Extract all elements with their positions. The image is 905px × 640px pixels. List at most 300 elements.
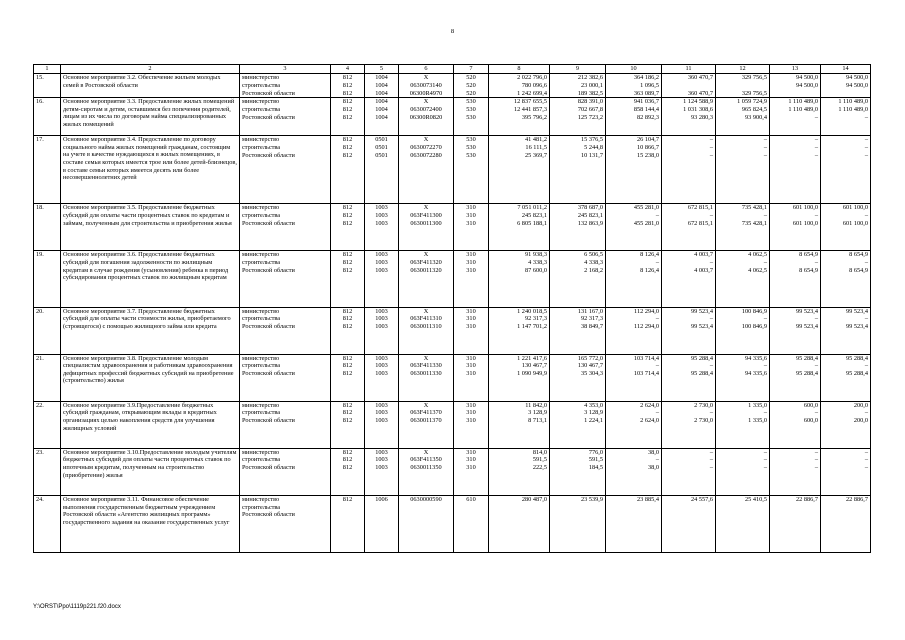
amount-cell: 3 128,9 xyxy=(550,409,606,417)
measure-description: Основное мероприятие 3.6. Предоставление бюджетных субсидий для погашения задолженности по жилищным кредитам в случае рождения (усыновления) ребенка в период субсидирования процентных ставок по жилищным кредитам xyxy=(61,251,240,307)
code-cell: 1003 xyxy=(365,417,399,448)
amount-cell: 92 317,3 xyxy=(489,315,550,323)
amount-cell: – xyxy=(770,259,821,267)
code-cell: 063F411350 xyxy=(399,456,454,464)
amount-cell: – xyxy=(821,259,871,267)
amount-cell: 103 714,4 xyxy=(606,370,662,401)
amount-cell: 601 100,0 xyxy=(770,204,821,212)
amount-cell: 245 823,1 xyxy=(550,212,606,220)
amount-cell: 91 938,3 xyxy=(489,251,550,259)
amount-cell: 112 294,0 xyxy=(606,307,662,315)
code-cell: 0501 xyxy=(365,144,399,152)
table-row xyxy=(34,136,871,144)
amount-cell: 2 730,0 xyxy=(662,417,716,448)
code-cell: 310 xyxy=(454,448,489,456)
amount-cell: 94 335,6 xyxy=(716,354,770,362)
amount-cell: 1 110 489,0 xyxy=(821,106,871,114)
executor-cell: Ростовской области xyxy=(240,90,331,98)
amount-cell: 2 022 796,0 xyxy=(489,74,550,82)
amount-cell: 99 523,4 xyxy=(821,307,871,315)
code-cell: 812 xyxy=(331,464,365,495)
amount-cell: – xyxy=(770,362,821,370)
amount-cell: 1 335,0 xyxy=(716,401,770,409)
header-cell: 7 xyxy=(454,65,489,74)
header-cell: 10 xyxy=(606,65,662,74)
amount-cell: 455 281,0 xyxy=(606,204,662,212)
amount-cell: 95 288,4 xyxy=(662,370,716,401)
amount-cell: 1 240 018,5 xyxy=(489,307,550,315)
amount-cell: 7 051 011,2 xyxy=(489,204,550,212)
code-cell: 812 xyxy=(331,315,365,323)
amount-cell: 95 288,4 xyxy=(821,354,871,362)
executor-cell: министерство xyxy=(240,136,331,144)
amount-cell: 1 147 701,2 xyxy=(489,323,550,354)
amount-cell: 23 885,4 xyxy=(606,495,662,552)
amount-cell: – xyxy=(662,456,716,464)
amount-cell: – xyxy=(821,315,871,323)
amount-cell: 8 126,4 xyxy=(606,267,662,307)
amount-cell: 3 128,9 xyxy=(489,409,550,417)
amount-cell: 99 523,4 xyxy=(770,307,821,315)
table-row xyxy=(34,98,871,106)
executor-cell: министерство xyxy=(240,307,331,315)
amount-cell: 780 096,6 xyxy=(489,82,550,90)
code-cell: 812 xyxy=(331,82,365,90)
code-cell: 530 xyxy=(454,114,489,136)
amount-cell: – xyxy=(606,315,662,323)
amount-cell: 16 111,5 xyxy=(489,144,550,152)
amount-cell: 100 846,9 xyxy=(716,307,770,315)
amount-cell: 965 824,5 xyxy=(716,106,770,114)
code-cell: 812 xyxy=(331,307,365,315)
amount-cell: – xyxy=(716,259,770,267)
amount-cell: – xyxy=(662,152,716,204)
code-cell: 0630072280 xyxy=(399,152,454,204)
amount-cell: 38,0 xyxy=(606,448,662,456)
amount-cell: – xyxy=(716,464,770,495)
code-cell: 812 xyxy=(331,212,365,220)
code-cell: 310 xyxy=(454,354,489,362)
amount-cell: 24 557,6 xyxy=(662,495,716,552)
code-cell: 310 xyxy=(454,315,489,323)
row-number: 18. xyxy=(34,204,61,251)
amount-cell: 35 304,3 xyxy=(550,370,606,401)
amount-cell: 82 892,3 xyxy=(606,114,662,136)
measure-description: Основное мероприятие 3.8. Предоставление молодым специалистам здравоохранения и работникам здравоохранения дефицитных профессий бюджетных субсидий на приобретение (строительство) жилья xyxy=(61,354,240,401)
amount-cell: 2 730,0 xyxy=(662,401,716,409)
executor-cell: министерство xyxy=(240,401,331,409)
amount-cell: 95 288,4 xyxy=(770,354,821,362)
measure-description: Основное мероприятие 3.5. Предоставление бюджетных субсидий для оплаты части процентных ставок по кредитам и займам, полученным для строительства и приобретения жилья xyxy=(61,204,240,251)
code-cell: 310 xyxy=(454,456,489,464)
executor-cell: строительства xyxy=(240,82,331,90)
table-row xyxy=(34,354,871,362)
code-cell: 310 xyxy=(454,464,489,495)
amount-cell: 99 523,4 xyxy=(770,323,821,354)
amount-cell: – xyxy=(662,315,716,323)
amount-cell: 25 410,5 xyxy=(716,495,770,552)
amount-cell: 1 090 949,9 xyxy=(489,370,550,401)
amount-cell: 1 221 417,6 xyxy=(489,354,550,362)
amount-cell: – xyxy=(662,362,716,370)
amount-cell: – xyxy=(770,136,821,144)
code-cell: 1004 xyxy=(365,82,399,90)
amount-cell: – xyxy=(821,409,871,417)
code-cell: 0630000590 xyxy=(399,495,454,552)
code-cell: 812 xyxy=(331,495,365,552)
code-cell: 1003 xyxy=(365,370,399,401)
amount-cell: 814,0 xyxy=(489,448,550,456)
amount-cell: 601 100,0 xyxy=(821,220,871,251)
amount-cell: 10 866,7 xyxy=(606,144,662,152)
amount-cell: 130 467,7 xyxy=(550,362,606,370)
amount-cell: 95 288,4 xyxy=(770,370,821,401)
code-cell: 812 xyxy=(331,251,365,259)
amount-cell: 941 036,7 xyxy=(606,98,662,106)
executor-cell: Ростовской области xyxy=(240,220,331,251)
code-cell: Х xyxy=(399,401,454,409)
amount-cell: 23 000,1 xyxy=(550,82,606,90)
measure-description: Основное мероприятие 3.2. Обеспечение жильем молодых семей в Ростовской области xyxy=(61,74,240,98)
amount-cell: 95 288,4 xyxy=(662,354,716,362)
amount-cell: 600,0 xyxy=(770,401,821,409)
amount-cell: 38 849,7 xyxy=(550,323,606,354)
executor-cell: министерство xyxy=(240,354,331,362)
code-cell: 06300R0820 xyxy=(399,114,454,136)
code-cell: 1006 xyxy=(365,495,399,552)
header-cell: 14 xyxy=(821,65,871,74)
amount-cell: – xyxy=(716,315,770,323)
amount-cell: 15 238,0 xyxy=(606,152,662,204)
code-cell: 310 xyxy=(454,259,489,267)
amount-cell: – xyxy=(821,212,871,220)
executor-cell: строительства xyxy=(240,212,331,220)
header-cell: 13 xyxy=(770,65,821,74)
amount-cell: – xyxy=(606,259,662,267)
amount-cell: – xyxy=(662,212,716,220)
code-cell: Х xyxy=(399,74,454,82)
table-row xyxy=(34,448,871,456)
code-cell: 1003 xyxy=(365,409,399,417)
amount-cell: 735 428,1 xyxy=(716,204,770,212)
amount-cell: 25 369,7 xyxy=(489,152,550,204)
code-cell: 812 xyxy=(331,401,365,409)
amount-cell: – xyxy=(716,152,770,204)
amount-cell: – xyxy=(662,464,716,495)
code-cell: 0630011310 xyxy=(399,323,454,354)
code-cell: 1003 xyxy=(365,401,399,409)
amount-cell: – xyxy=(770,144,821,152)
amount-cell: 1 110 489,0 xyxy=(821,98,871,106)
amount-cell: – xyxy=(770,315,821,323)
executor-cell: строительства xyxy=(240,144,331,152)
code-cell: 812 xyxy=(331,98,365,106)
executor-cell: министерство xyxy=(240,98,331,106)
code-cell: Х xyxy=(399,251,454,259)
amount-cell: 132 863,9 xyxy=(550,220,606,251)
executor-cell xyxy=(240,495,331,552)
executor-cell: Ростовской области xyxy=(240,267,331,307)
header-cell: 8 xyxy=(489,65,550,74)
amount-cell: 8 654,9 xyxy=(770,251,821,259)
amount-cell: 601 100,0 xyxy=(770,220,821,251)
amount-cell: – xyxy=(606,212,662,220)
amount-cell: 94 500,0 xyxy=(821,74,871,82)
measure-description: Основное мероприятие 3.3. Предоставление жилых помещений детям-сиротам и детям, оставшимся без попечения родителей, лицам из их числа по договорам найма специализированных жилых помещений xyxy=(61,98,240,136)
header-cell: 5 xyxy=(365,65,399,74)
code-cell: 063F411310 xyxy=(399,315,454,323)
amount-cell: 26 104,7 xyxy=(606,136,662,144)
table-row xyxy=(34,307,871,315)
amount-cell: 130 467,7 xyxy=(489,362,550,370)
amount-cell: 10 131,7 xyxy=(550,152,606,204)
table-row xyxy=(34,251,871,259)
code-cell: 812 xyxy=(331,409,365,417)
code-cell: 1003 xyxy=(365,448,399,456)
amount-cell: 4 062,5 xyxy=(716,267,770,307)
amount-cell: 165 772,0 xyxy=(550,354,606,362)
amount-cell: – xyxy=(716,448,770,456)
amount-cell: – xyxy=(716,212,770,220)
amount-cell: 99 523,4 xyxy=(821,323,871,354)
amount-cell: 222,5 xyxy=(489,464,550,495)
amount-cell: 112 294,0 xyxy=(606,323,662,354)
executor-cell: строительства xyxy=(240,409,331,417)
amount-cell: 2 624,0 xyxy=(606,401,662,409)
executor-cell: строительства xyxy=(240,362,331,370)
code-cell: 1004 xyxy=(365,114,399,136)
header-cell: 9 xyxy=(550,65,606,74)
row-number: 21. xyxy=(34,354,61,401)
amount-cell: 4 003,7 xyxy=(662,267,716,307)
code-cell: 530 xyxy=(454,98,489,106)
amount-cell: 1 096,5 xyxy=(606,82,662,90)
amount-cell: – xyxy=(821,136,871,144)
code-cell: 530 xyxy=(454,106,489,114)
amount-cell: 591,5 xyxy=(550,456,606,464)
code-cell: Х xyxy=(399,354,454,362)
amount-cell: 378 687,0 xyxy=(550,204,606,212)
amount-cell: 1 110 489,0 xyxy=(770,98,821,106)
header-cell: 2 xyxy=(61,65,240,74)
amount-cell: 4 338,3 xyxy=(489,259,550,267)
code-cell: 812 xyxy=(331,106,365,114)
amount-cell: 12 837 655,5 xyxy=(489,98,550,106)
amount-cell xyxy=(821,90,871,98)
code-cell: 310 xyxy=(454,307,489,315)
amount-cell: – xyxy=(606,409,662,417)
amount-cell: 189 382,5 xyxy=(550,90,606,98)
amount-cell: 1 110 489,0 xyxy=(770,106,821,114)
amount-cell: 23 539,9 xyxy=(550,495,606,552)
amount-cell: 1 059 724,9 xyxy=(716,98,770,106)
amount-cell: 38,0 xyxy=(606,464,662,495)
amount-cell: – xyxy=(821,464,871,495)
amount-cell: 8 654,9 xyxy=(821,251,871,259)
amount-cell: 6 506,5 xyxy=(550,251,606,259)
amount-cell: 94 500,0 xyxy=(770,74,821,82)
header-row xyxy=(34,65,871,74)
code-cell: 1003 xyxy=(365,323,399,354)
code-cell: 310 xyxy=(454,267,489,307)
amount-cell: – xyxy=(770,152,821,204)
code-cell: 1003 xyxy=(365,251,399,259)
code-cell: 1003 xyxy=(365,259,399,267)
amount-cell: – xyxy=(770,456,821,464)
amount-cell: 93 900,4 xyxy=(716,114,770,136)
amount-cell: 6 805 188,1 xyxy=(489,220,550,251)
code-cell: 812 xyxy=(331,74,365,82)
executor-cell: строительства xyxy=(240,315,331,323)
code-cell: Х xyxy=(399,136,454,144)
code-cell: 520 xyxy=(454,90,489,98)
code-cell: 1003 xyxy=(365,204,399,212)
amount-cell: 95 288,4 xyxy=(821,370,871,401)
code-cell: 063F411300 xyxy=(399,212,454,220)
row-number: 17. xyxy=(34,136,61,204)
amount-cell: 94 500,0 xyxy=(821,82,871,90)
amount-cell: 1 242 699,4 xyxy=(489,90,550,98)
row-number: 16. xyxy=(34,98,61,136)
amount-cell: 702 667,8 xyxy=(550,106,606,114)
amount-cell: 601 100,0 xyxy=(821,204,871,212)
code-cell: 1003 xyxy=(365,362,399,370)
amount-cell: – xyxy=(770,464,821,495)
table-row xyxy=(34,204,871,212)
amount-cell xyxy=(662,82,716,90)
code-cell: 0630011320 xyxy=(399,267,454,307)
amount-cell: 125 723,2 xyxy=(550,114,606,136)
header-cell: 1 xyxy=(34,65,61,74)
code-cell: 812 xyxy=(331,456,365,464)
amount-cell: 4 338,3 xyxy=(550,259,606,267)
amount-cell: 2 624,0 xyxy=(606,417,662,448)
code-cell: 812 xyxy=(331,417,365,448)
amount-cell: 8 126,4 xyxy=(606,251,662,259)
code-cell: 06300R4970 xyxy=(399,90,454,98)
code-cell: 530 xyxy=(454,144,489,152)
amount-cell: – xyxy=(770,448,821,456)
amount-cell xyxy=(716,82,770,90)
row-number: 19. xyxy=(34,251,61,307)
code-cell: 812 xyxy=(331,90,365,98)
executor-cell: Ростовской области xyxy=(240,323,331,354)
code-cell: 0630011350 xyxy=(399,464,454,495)
code-cell: Х xyxy=(399,204,454,212)
executor-cell: министерство xyxy=(240,448,331,456)
code-cell: 812 xyxy=(331,114,365,136)
executor-cell: строительства xyxy=(240,456,331,464)
amount-cell: 2 168,2 xyxy=(550,267,606,307)
code-cell: 812 xyxy=(331,136,365,144)
amount-cell: – xyxy=(821,448,871,456)
code-cell: 1004 xyxy=(365,106,399,114)
amount-cell: 103 714,4 xyxy=(606,354,662,362)
executor-cell: Ростовской области xyxy=(240,114,331,136)
amount-cell: – xyxy=(662,144,716,152)
amount-cell: 245 823,1 xyxy=(489,212,550,220)
amount-cell: 735 428,1 xyxy=(716,220,770,251)
amount-cell: 363 089,7 xyxy=(606,90,662,98)
amount-cell: – xyxy=(716,136,770,144)
amount-cell: – xyxy=(770,409,821,417)
row-number: 22. xyxy=(34,401,61,448)
amount-cell: 280 487,0 xyxy=(489,495,550,552)
executor-cell: министерство xyxy=(240,251,331,259)
amount-cell: – xyxy=(716,409,770,417)
code-cell: 063F411330 xyxy=(399,362,454,370)
code-cell: 310 xyxy=(454,251,489,259)
amount-cell: 360 470,7 xyxy=(662,90,716,98)
header-cell: 6 xyxy=(399,65,454,74)
executor-line: министерство xyxy=(242,495,280,503)
amount-cell: – xyxy=(662,136,716,144)
code-cell: 310 xyxy=(454,204,489,212)
code-cell: 1004 xyxy=(365,74,399,82)
amount-cell: 395 796,2 xyxy=(489,114,550,136)
executor-cell: строительства xyxy=(240,259,331,267)
amount-cell: 591,5 xyxy=(489,456,550,464)
code-cell: 0630011300 xyxy=(399,220,454,251)
amount-cell: 8 654,9 xyxy=(770,267,821,307)
row-number: 24. xyxy=(34,495,61,552)
amount-cell: 4 353,0 xyxy=(550,401,606,409)
measure-description: Основное мероприятие 3.9.Предоставление бюджетных субсидий гражданам, открывающим вклады в кредитных организациях целью накопления средств для улучшения жилищных условий xyxy=(61,401,240,448)
code-cell: 0630072270 xyxy=(399,144,454,152)
amount-cell: – xyxy=(821,152,871,204)
measure-description: Основное мероприятие 3.7. Предоставление бюджетных субсидий для оплаты части стоимости жилья, приобретаемого (строящегося) с помощью жилищного займа или кредита xyxy=(61,307,240,354)
code-cell: 1003 xyxy=(365,354,399,362)
code-cell: 063F411370 xyxy=(399,409,454,417)
executor-line: Ростовской области xyxy=(242,511,295,519)
code-cell: 812 xyxy=(331,354,365,362)
amount-cell: 93 280,3 xyxy=(662,114,716,136)
code-cell: 1003 xyxy=(365,220,399,251)
row-number: 15. xyxy=(34,74,61,98)
code-cell: 520 xyxy=(454,74,489,82)
table-row xyxy=(34,401,871,409)
code-cell: 812 xyxy=(331,323,365,354)
amount-cell: 828 391,0 xyxy=(550,98,606,106)
amount-cell: 200,0 xyxy=(821,417,871,448)
row-number: 23. xyxy=(34,448,61,495)
executor-cell: министерство xyxy=(240,204,331,212)
amount-cell: – xyxy=(716,362,770,370)
code-cell: Х xyxy=(399,98,454,106)
measure-description: Основное мероприятие 3.4. Предоставление по договору социального найма жилых помещений гражданам, состоящим на учете в качестве нуждающихся в жилых помещениях, в составе семьи которых имеется трое или более детей-близнецов, в составе семьи которых имеется десять или более несовершеннолетних детей xyxy=(61,136,240,204)
measure-description: Основное мероприятие 3.11. Финансовое обеспечение выполнения государственным бюджетным учреждением Ростовской области «Агентство жилищных программ» государственного задания на оказание государственных услуг xyxy=(61,495,240,552)
amount-cell: 5 244,8 xyxy=(550,144,606,152)
amount-cell: – xyxy=(662,259,716,267)
executor-cell: строительства xyxy=(240,106,331,114)
amount-cell: – xyxy=(662,409,716,417)
code-cell: 1003 xyxy=(365,456,399,464)
code-cell: 0630073140 xyxy=(399,82,454,90)
amount-cell: 776,0 xyxy=(550,448,606,456)
code-cell: 310 xyxy=(454,370,489,401)
code-cell: 0630011370 xyxy=(399,417,454,448)
row-number: 20. xyxy=(34,307,61,354)
amount-cell: 212 382,6 xyxy=(550,74,606,82)
amount-cell: 1 124 588,9 xyxy=(662,98,716,106)
code-cell: 0501 xyxy=(365,136,399,144)
code-cell: 310 xyxy=(454,220,489,251)
amount-cell: 858 144,4 xyxy=(606,106,662,114)
executor-cell: Ростовской области xyxy=(240,417,331,448)
amount-cell: 329 756,5 xyxy=(716,90,770,98)
amount-cell: 12 441 857,3 xyxy=(489,106,550,114)
code-cell: 1003 xyxy=(365,307,399,315)
